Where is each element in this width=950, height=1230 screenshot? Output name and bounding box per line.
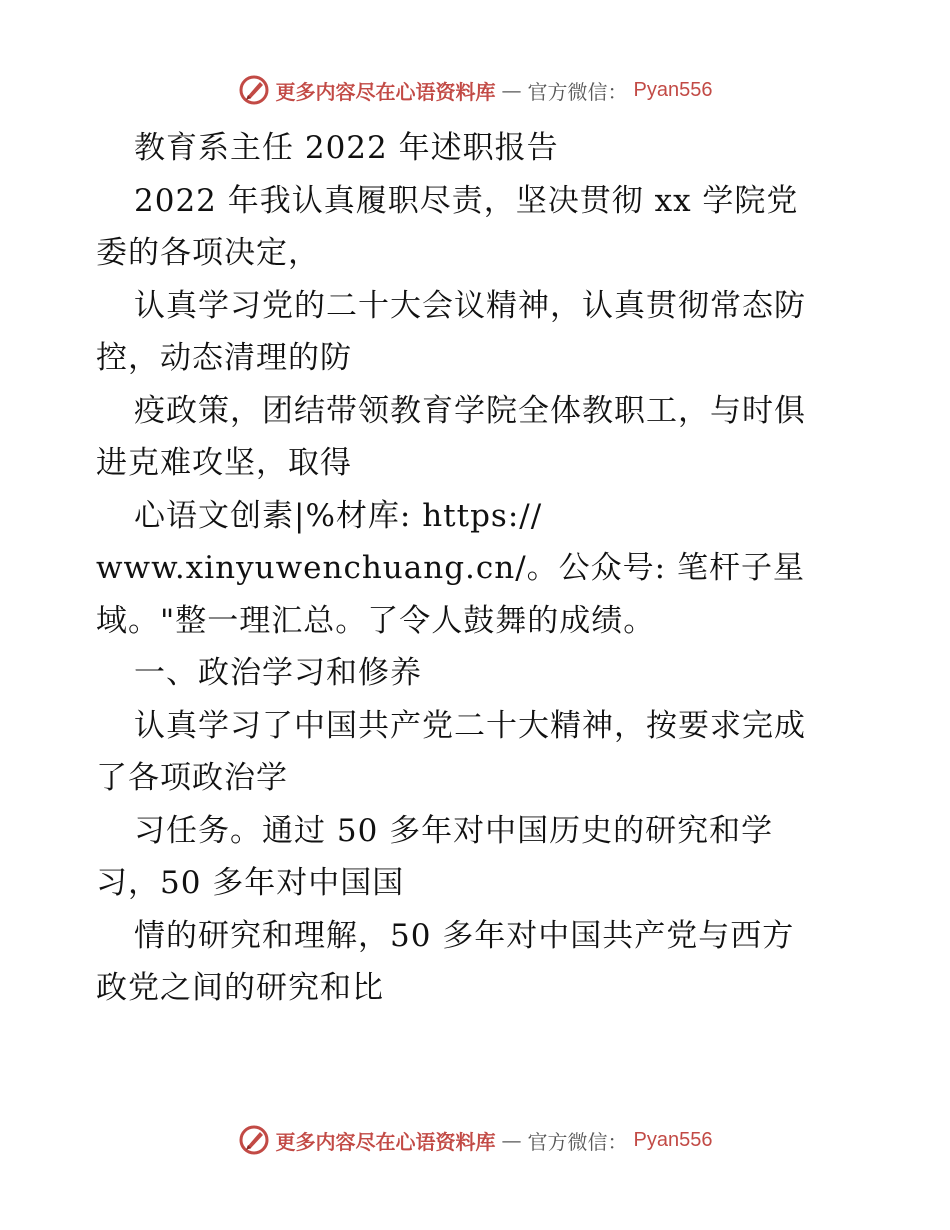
banner-slogan: 更多内容尽在心语资料库 — [275, 1129, 496, 1154]
quill-pen-logo-icon — [238, 1124, 270, 1156]
document-line: 习任务。通过 50 多年对中国历史的研究和学 — [134, 812, 774, 849]
header-banner — [0, 70, 950, 110]
quill-pen-logo-icon — [238, 74, 270, 106]
document-line: 政党之间的研究和比 — [96, 970, 384, 1006]
banner-wechat-label: 官方微信： — [527, 1129, 628, 1154]
banner-slogan: 更多内容尽在心语资料库 — [275, 79, 496, 104]
document-line: www.xinyuwenchuang.cn/。公众号: 笔杆子星 — [96, 550, 805, 586]
document-body — [96, 122, 856, 1015]
document-line: 疫政策，团结带领教育学院全体教职工，与时俱 — [134, 392, 806, 429]
banner-dash: — — [501, 1128, 522, 1152]
document-line: 教育系主任 2022 年述职报告 — [134, 130, 559, 166]
document-line: 委的各项决定， — [96, 235, 320, 271]
document-line: 认真学习了中国共产党二十大精神，按要求完成 — [134, 707, 806, 744]
banner-wechat-label: 官方微信： — [527, 79, 628, 104]
document-line: 了各项政治学 — [96, 760, 288, 796]
document-line: 习，50 多年对中国国 — [96, 865, 405, 901]
footer-banner — [0, 1120, 950, 1160]
document-line: 2022 年我认真履职尽责，坚决贯彻 xx 学院党 — [134, 182, 799, 219]
document-line: 认真学习党的二十大会议精神，认真贯彻常态防 — [134, 287, 806, 324]
document-line: 一、政治学习和修养 — [134, 655, 422, 691]
banner-wechat-id: Pyan556 — [633, 78, 713, 101]
document-line: 域。"整一理汇总。了令人鼓舞的成绩。 — [96, 602, 656, 639]
document-line: 心语文创素|%材库: https:// — [134, 497, 543, 534]
document-line: 控，动态清理的防 — [96, 340, 352, 376]
document-line: 情的研究和理解，50 多年对中国共产党与西方 — [134, 917, 795, 954]
banner-dash: — — [501, 78, 522, 102]
banner-wechat-id: Pyan556 — [633, 1128, 713, 1151]
document-line: 进克难攻坚，取得 — [96, 445, 352, 481]
